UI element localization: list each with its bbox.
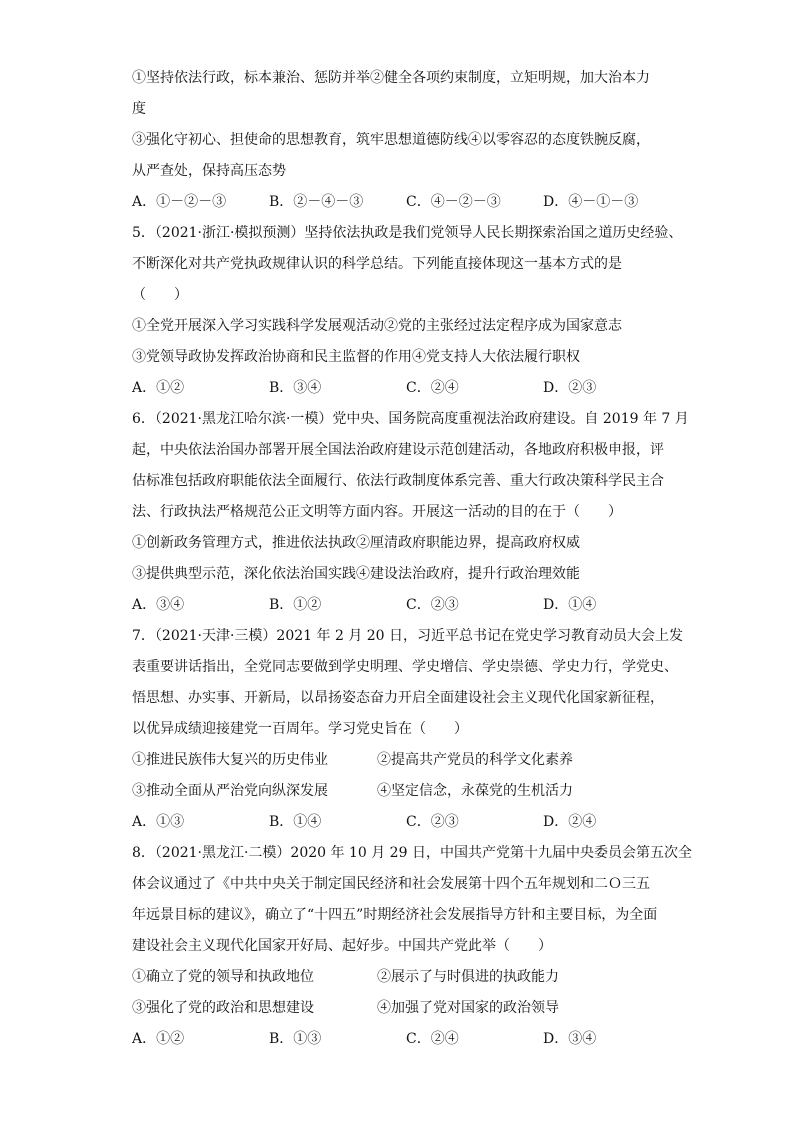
q4-statement-3-4: ③强化守初心、担使命的思想教育，筑牢思想道德防线④以零容忍的态度铁腕反腐， xyxy=(132,132,650,148)
q6-option-a[interactable]: A．③④ xyxy=(132,597,185,613)
q8-options xyxy=(132,1024,672,1055)
q4-option-b[interactable]: B．②－④－③ xyxy=(269,194,364,210)
q8-option-d[interactable]: D．③④ xyxy=(543,1031,597,1047)
q6-stem-line-3: 估标准包括政府职能依法全面履行、依法行政制度体系完善、重大行政决策科学民主合 xyxy=(132,473,664,489)
q7-option-a[interactable]: A．①③ xyxy=(132,814,185,830)
q8-statements-row-2 xyxy=(132,993,672,1024)
q7-stem-line-3: 悟思想、办实事、开新局，以昂扬姿态奋力开启全面建设社会主义现代化国家新征程， xyxy=(132,690,664,706)
q4-statement-1-2-cont: 度 xyxy=(132,101,146,117)
q4-option-c[interactable]: C．④－②－③ xyxy=(406,194,501,210)
q7-statement-2: ②提高共产党员的科学文化素养 xyxy=(377,752,573,768)
q8-statement-3: ③强化了党的政治和思想建设 xyxy=(132,1000,314,1016)
q7-statements-row-2 xyxy=(132,776,672,807)
q5-options xyxy=(132,373,672,404)
q4-option-d[interactable]: D．④－①－③ xyxy=(543,194,639,210)
q6-option-d[interactable]: D．①④ xyxy=(543,597,597,613)
q7-option-d[interactable]: D．②④ xyxy=(543,814,597,830)
q8-option-a[interactable]: A．①② xyxy=(132,1031,185,1047)
q4-statement-3-4-cont: 从严查处，保持高压态势 xyxy=(132,163,286,179)
q5-statement-1-2: ①全党开展深入学习实践科学发展观活动②党的主张经过法定程序成为国家意志 xyxy=(132,318,622,334)
q7-statement-1: ①推进民族伟大复兴的历史伟业 xyxy=(132,752,328,768)
q8-option-b[interactable]: B．①③ xyxy=(269,1031,322,1047)
q8-statement-1: ①确立了党的领导和执政地位 xyxy=(132,969,314,985)
q6-options xyxy=(132,590,672,621)
q7-statements-row-1 xyxy=(132,745,672,776)
q7-stem-line-2: 表重要讲话指出，全党同志要做到学史明理、学史增信、学史崇德、学史力行，学党史、 xyxy=(132,659,678,675)
q8-stem-line-2: 体会议通过了《中共中央关于制定国民经济和社会发展第十四个五年规划和二Ｏ三五 xyxy=(132,876,650,892)
q5-stem-line-2: 不断深化对共产党执政规律认识的科学总结。下列能直接体现这一基本方式的是 xyxy=(132,256,622,272)
page-content xyxy=(132,63,692,1055)
q5-statement-3-4: ③党领导政协发挥政治协商和民主监督的作用④党支持人大依法履行职权 xyxy=(132,349,580,365)
q6-stem-line-2: 起，中央依法治国办部署开展全国法治政府建设示范创建活动，各地政府积极申报，评 xyxy=(132,442,664,458)
q5-option-b[interactable]: B．③④ xyxy=(269,380,322,396)
q4-option-a[interactable]: A．①－②－③ xyxy=(132,194,227,210)
q7-options xyxy=(132,807,672,838)
q5-option-c[interactable]: C．②④ xyxy=(406,380,459,396)
q5-stem-line-3: （ ） xyxy=(132,287,188,303)
q8-stem-line-1: 8．（2021·黑龙江·二模）2020 年 10 月 29 日，中国共产党第十九届中央委员会第五次全 xyxy=(132,845,692,861)
q6-statement-3-4: ③提供典型示范，深化依法治国实践④建设法治政府，提升行政治理效能 xyxy=(132,566,580,582)
q7-option-c[interactable]: C．②③ xyxy=(406,814,459,830)
q6-stem-line-1: 6．（2021·黑龙江哈尔滨·一模）党中央、国务院高度重视法治政府建设。自 2019 年 7 月 xyxy=(132,411,689,427)
q7-stem-line-4: 以优异成绩迎接建党一百周年。学习党史旨在（ ） xyxy=(132,721,468,737)
q6-statement-1-2: ①创新政务管理方式，推进依法执政②厘清政府职能边界，提高政府权威 xyxy=(132,535,580,551)
q4-options xyxy=(132,187,672,218)
q6-option-c[interactable]: C．②③ xyxy=(406,597,459,613)
q4-statement-1-2: ①坚持依法行政，标本兼治、惩防并举②健全各项约束制度，立矩明规，加大治本力 xyxy=(132,70,650,86)
q8-statements-row-1 xyxy=(132,962,672,993)
q7-option-b[interactable]: B．①④ xyxy=(269,814,322,830)
q7-statement-3: ③推动全面从严治党向纵深发展 xyxy=(132,783,328,799)
q8-stem-line-3: 年远景目标的建议》，确立了“十四五”时期经济社会发展指导方针和主要目标，为全面 xyxy=(132,907,658,923)
q7-stem-line-1: 7．（2021·天津·三模）2021 年 2 月 20 日，习近平总书记在党史学习教育动员大会上发 xyxy=(132,628,684,644)
q8-statement-2: ②展示了与时俱进的执政能力 xyxy=(377,969,559,985)
q5-option-d[interactable]: D．②③ xyxy=(543,380,597,396)
q8-stem-line-4: 建设社会主义现代化国家开好局、起好步。中国共产党此举（ ） xyxy=(132,938,552,954)
q6-stem-line-4: 法、行政执法严格规范公正文明等方面内容。开展这一活动的目的在于（ ） xyxy=(132,504,622,520)
q5-option-a[interactable]: A．①② xyxy=(132,380,185,396)
q8-statement-4: ④加强了党对国家的政治领导 xyxy=(377,1000,559,1016)
q6-option-b[interactable]: B．①② xyxy=(269,597,322,613)
q8-option-c[interactable]: C．②④ xyxy=(406,1031,459,1047)
q7-statement-4: ④坚定信念，永葆党的生机活力 xyxy=(377,783,573,799)
q5-stem-line-1: 5．（2021·浙江·模拟预测）坚持依法执政是我们党领导人民长期探索治国之道历史经验、 xyxy=(132,225,683,241)
